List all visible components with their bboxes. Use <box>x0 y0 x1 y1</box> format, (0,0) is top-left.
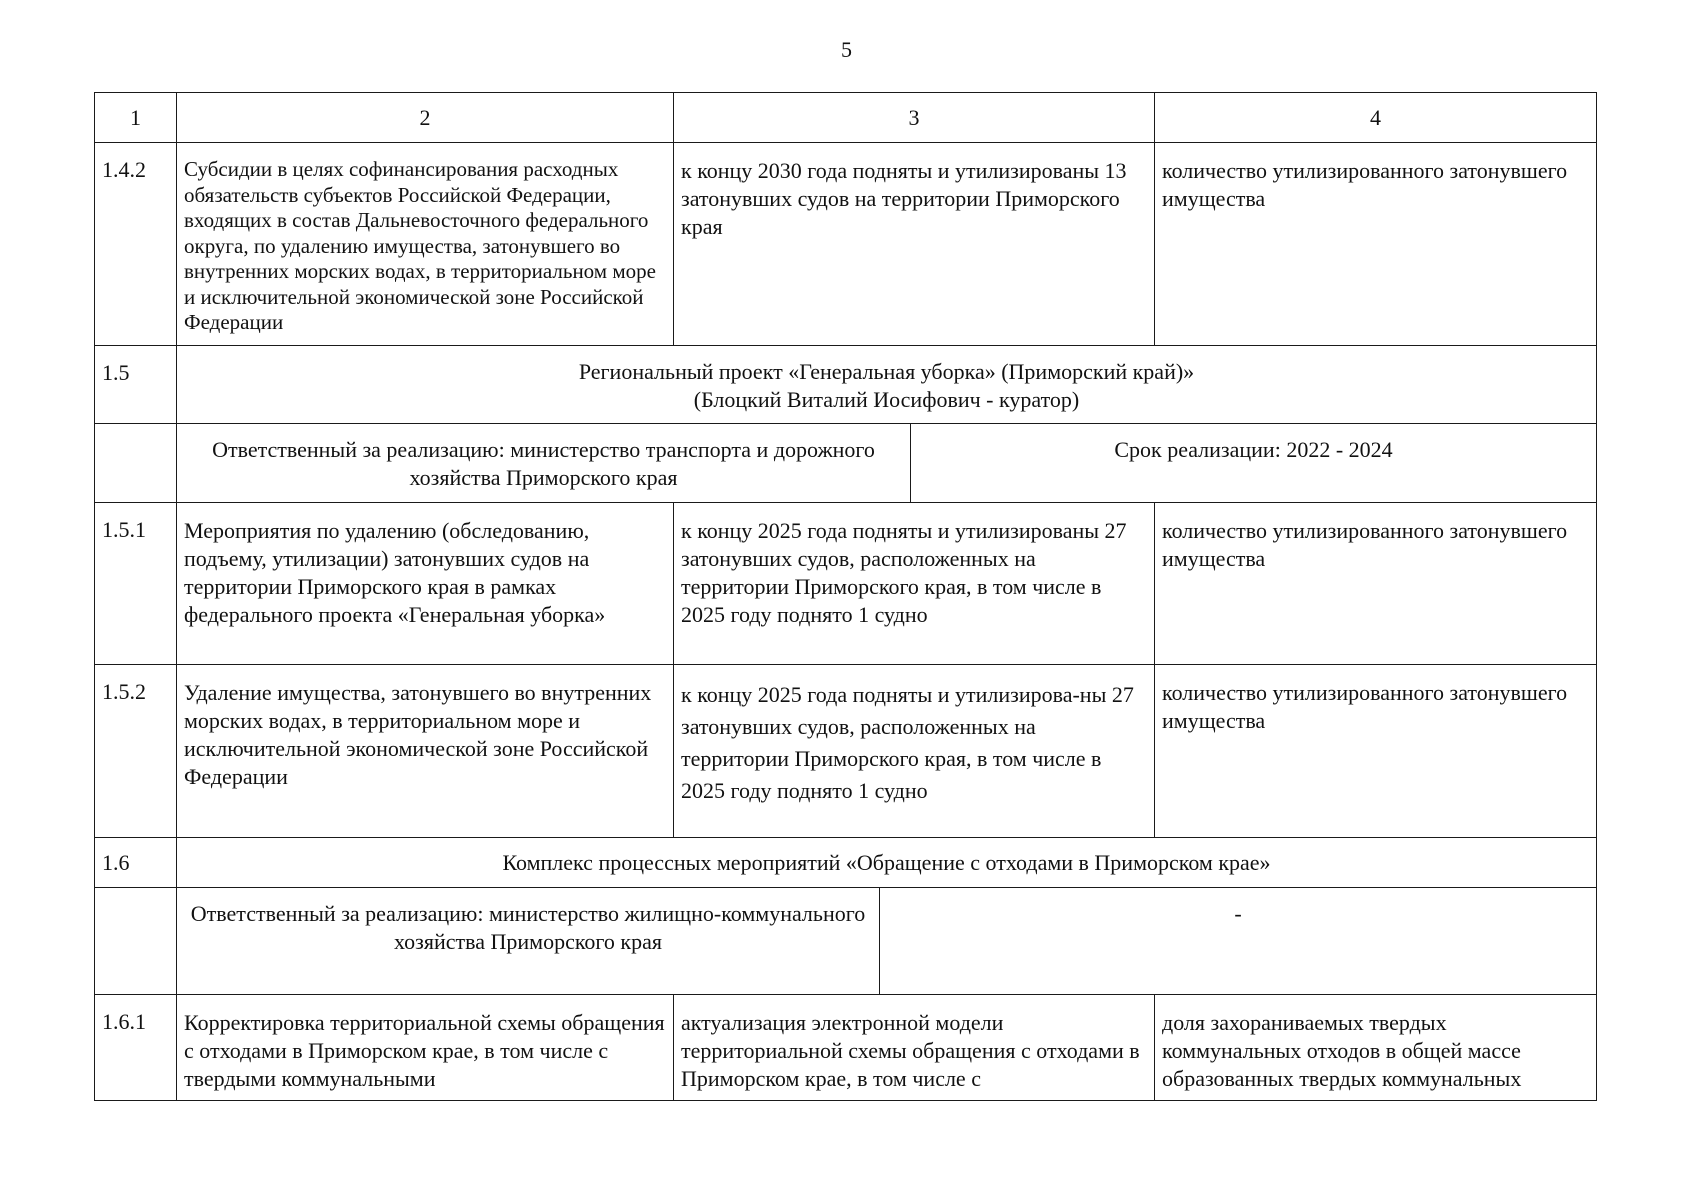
measure-result: актуализация электронной модели территориальной схемы обращения с отходами в Приморском крае, в том числе с <box>674 995 1155 1101</box>
section-title-line-1: Региональный проект «Генеральная уборка» (Приморский край)» <box>578 359 1195 384</box>
measure-name: Мероприятия по удалению (обследованию, подъему, утилизации) затонувших судов на территории Приморского края в рамках федерального проекта «Генеральная уборка» <box>177 503 674 665</box>
measure-indicator: количество утилизированного затонувшего имущества <box>1155 665 1597 838</box>
measure-name: Удаление имущества, затонувшего во внутренних морских водах, в территориальном море и исключительной экономической зоне Российской Федерации <box>177 665 674 838</box>
table-row <box>95 503 1597 665</box>
row-number: 1.4.2 <box>95 143 177 346</box>
measure-result: к концу 2025 года подняты и утилизированы 27 затонувших судов, расположенных на территории Приморского края, в том числе в 2025 году поднято 1 судно <box>674 503 1155 665</box>
empty-number-cell <box>95 888 177 995</box>
measure-indicator: доля захораниваемых твердых коммунальных отходов в общей массе образованных твердых коммунальных <box>1155 995 1597 1101</box>
responsible-text: Ответственный за реализацию: министерство транспорта и дорожного хозяйства Приморского края <box>177 424 911 502</box>
section-title <box>177 346 1597 424</box>
table-row <box>95 995 1597 1101</box>
row-number: 1.5 <box>95 346 177 424</box>
header-cell-1: 1 <box>95 93 177 143</box>
section-info-row <box>95 888 1597 995</box>
row-number: 1.5.1 <box>95 503 177 665</box>
empty-number-cell <box>95 424 177 503</box>
section-info <box>177 424 1597 503</box>
table-header-row <box>95 93 1597 143</box>
measure-result: к концу 2030 года подняты и утилизированы 13 затонувших судов на территории Приморского края <box>674 143 1155 346</box>
row-number: 1.6.1 <box>95 995 177 1101</box>
term-text: Срок реализации: 2022 - 2024 <box>1114 437 1393 462</box>
section-title: Комплекс процессных мероприятий «Обращение с отходами в Приморском крае» <box>177 838 1597 888</box>
section-row <box>95 346 1597 424</box>
measure-name: Корректировка территориальной схемы обращения с отходами в Приморском крае, в том числе с твердыми коммунальными <box>177 995 674 1101</box>
measure-name <box>177 143 674 346</box>
responsible-text: Ответственный за реализацию: министерство жилищно-коммунального хозяйства Приморского края <box>177 888 880 994</box>
header-cell-2: 2 <box>177 93 674 143</box>
header-cell-4: 4 <box>1155 93 1597 143</box>
measure-name-text: Субсидии в целях софинансирования расходных обязательств субъектов Российской Федерации, входящих в состав Дальневосточного федерального округа, по удалению имущества, затонувшего во внутренних морских водах, в территориальном море и исключительной экономической зоне Российской Федерации <box>184 157 656 334</box>
term-text: - <box>1234 901 1242 926</box>
section-info <box>177 888 1597 995</box>
section-title-line-2: (Блоцкий Виталий Иосифович - куратор) <box>693 387 1080 412</box>
table-row <box>95 665 1597 838</box>
table-row <box>95 143 1597 346</box>
section-info-row <box>95 424 1597 503</box>
header-cell-3: 3 <box>674 93 1155 143</box>
measure-indicator: количество утилизированного затонувшего имущества <box>1155 503 1597 665</box>
page-number: 5 <box>841 37 852 62</box>
measure-indicator: количество утилизированного затонувшего имущества <box>1155 143 1597 346</box>
measure-result: к концу 2025 года подняты и утилизирова-ны 27 затонувших судов, расположенных на территории Приморского края, в том числе в 2025 году поднято 1 судно <box>674 665 1155 838</box>
row-number: 1.5.2 <box>95 665 177 838</box>
program-table <box>94 92 1597 1101</box>
row-number: 1.6 <box>95 838 177 888</box>
section-row <box>95 838 1597 888</box>
